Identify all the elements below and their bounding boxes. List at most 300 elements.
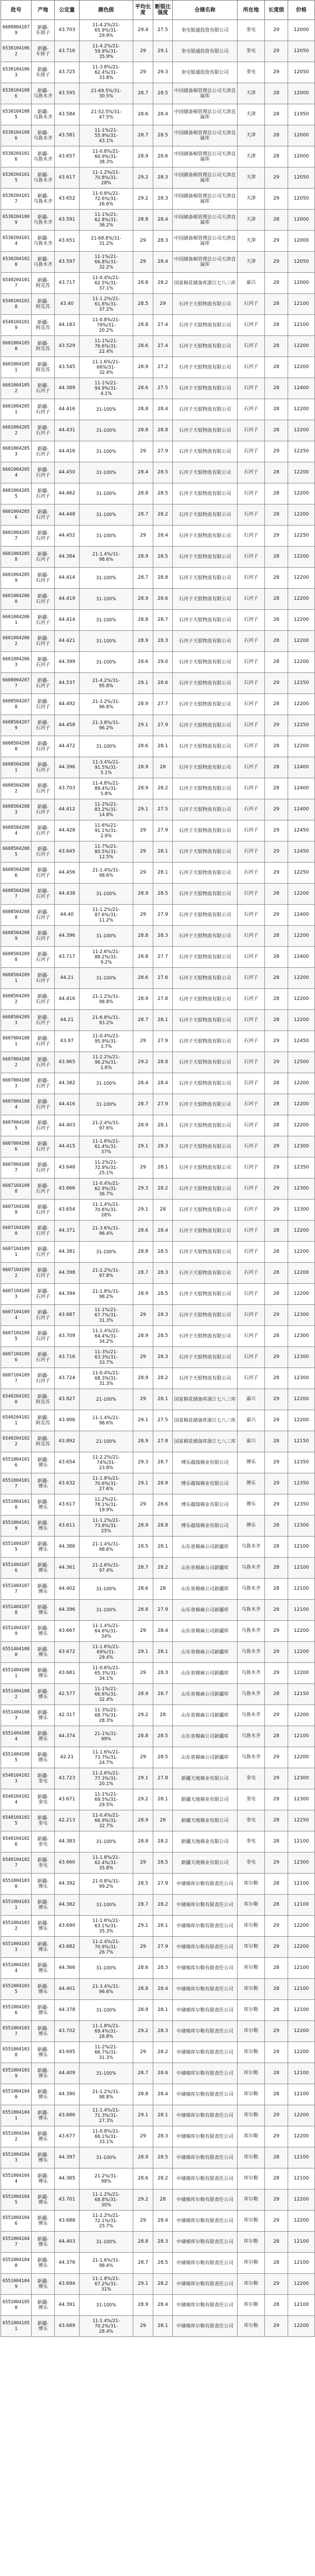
warehouse-cell: 山东省棉麻公司新疆库	[173, 1642, 238, 1663]
conditioned-weight-cell: 44.384	[55, 547, 80, 568]
table-row[interactable]	[1, 989, 315, 1010]
strength-cell: 28.5	[153, 483, 173, 504]
color-grade-cell: 31-100%	[80, 462, 133, 483]
length-grade-cell: 28	[265, 631, 288, 652]
lot-number-cell: 66080042077	[1, 673, 32, 694]
warehouse-cell: 石河子天银物流有限公司	[173, 757, 238, 778]
table-row[interactable]	[1, 125, 315, 146]
table-row[interactable]	[1, 526, 315, 547]
table-row[interactable]	[1, 1136, 315, 1157]
origin-cell: 新疆- 博乐	[32, 1642, 55, 1663]
lot-number-cell: 66085042082	[1, 778, 32, 799]
strength-cell: 28.3	[153, 1663, 173, 1684]
origin-cell: 新疆- 石河子	[32, 1094, 55, 1115]
table-row[interactable]	[1, 1284, 315, 1305]
col-header-strength[interactable]: 断裂比强度	[153, 1, 173, 20]
table-row[interactable]	[1, 1600, 315, 1621]
lot-number-cell: 66010042062	[1, 631, 32, 652]
origin-cell: 新疆- 乌鲁木齐	[32, 189, 55, 210]
table-row[interactable]	[1, 1726, 315, 1747]
table-row[interactable]	[1, 2105, 315, 2126]
location-cell: 石河子	[238, 947, 265, 968]
table-row[interactable]	[1, 2021, 315, 2042]
lot-number-cell: 65510041041	[1, 2105, 32, 2126]
table-row[interactable]	[1, 631, 315, 652]
table-row[interactable]	[1, 1368, 315, 1389]
table-row[interactable]	[1, 1410, 315, 1431]
table-row[interactable]	[1, 589, 315, 610]
table-row[interactable]	[1, 210, 315, 231]
table-row[interactable]	[1, 104, 315, 125]
avg-length-cell: 29.2	[133, 1052, 153, 1073]
warehouse-cell: 中国储备棉管理总公司天津直属库	[173, 231, 238, 252]
table-row[interactable]	[1, 294, 315, 315]
lot-number-cell: 66070041087	[1, 1157, 32, 1178]
strength-cell: 27.9	[153, 1031, 173, 1052]
origin-cell: 新疆- 博乐	[32, 1747, 55, 1768]
location-cell: 石河子	[238, 1094, 265, 1115]
location-cell: 嘉兴	[238, 273, 265, 294]
price-cell: 12300	[288, 1789, 315, 1810]
location-cell: 石河子	[238, 1200, 265, 1221]
table-row[interactable]	[1, 483, 315, 504]
table-row[interactable]	[1, 83, 315, 104]
origin-cell: 新疆- 博乐	[32, 1937, 55, 1958]
price-cell: 12200	[288, 483, 315, 504]
price-cell: 12200	[288, 926, 315, 947]
table-row[interactable]	[1, 652, 315, 673]
conditioned-weight-cell: 44.419	[55, 589, 80, 610]
table-row[interactable]	[1, 1916, 315, 1937]
table-row[interactable]	[1, 799, 315, 820]
length-grade-cell: 29	[265, 1747, 288, 1768]
col-header-warehouse[interactable]: 仓储名称	[173, 1, 238, 20]
conditioned-weight-cell: 43.677	[55, 2126, 80, 2147]
warehouse-cell: 石河子天银物流有限公司	[173, 1010, 238, 1031]
strength-cell: 28.8	[153, 420, 173, 441]
table-row[interactable]	[1, 41, 315, 62]
origin-cell: 新疆- 博乐	[32, 1494, 55, 1515]
warehouse-cell: 中储棉库尔勒有限责任公司	[173, 2316, 238, 2337]
table-row[interactable]	[1, 863, 315, 884]
color-grade-cell: 31-100%	[80, 926, 133, 947]
table-row[interactable]	[1, 1242, 315, 1263]
length-grade-cell: 29	[265, 863, 288, 884]
length-grade-cell: 28	[265, 504, 288, 526]
table-row[interactable]	[1, 1789, 315, 1810]
origin-cell: 新疆- 博乐	[32, 2295, 55, 2316]
conditioned-weight-cell: 43.654	[55, 1200, 80, 1221]
table-row[interactable]	[1, 20, 315, 41]
table-row[interactable]	[1, 1178, 315, 1200]
location-cell: 石河子	[238, 1178, 265, 1200]
table-row[interactable]	[1, 1684, 315, 1705]
strength-cell: 27.9	[153, 905, 173, 926]
price-cell: 12100	[288, 1831, 315, 1852]
avg-length-cell: 28.8	[133, 2232, 153, 2253]
table-row[interactable]	[1, 2316, 315, 2337]
table-row[interactable]	[1, 2253, 315, 2274]
table-row[interactable]	[1, 1305, 315, 1326]
lot-number-cell: 66010042055	[1, 483, 32, 504]
avg-length-cell: 28.8	[133, 315, 153, 336]
table-row[interactable]	[1, 1263, 315, 1284]
table-row[interactable]	[1, 547, 315, 568]
table-row[interactable]	[1, 2000, 315, 2021]
lot-number-cell: 66085042088	[1, 905, 32, 926]
table-row[interactable]	[1, 2147, 315, 2168]
table-row[interactable]	[1, 694, 315, 715]
length-grade-cell: 29	[265, 2316, 288, 2337]
price-cell: 12250	[288, 526, 315, 547]
avg-length-cell: 28.8	[133, 926, 153, 947]
lot-number-cell: 65510041044	[1, 2168, 32, 2189]
origin-cell: 新疆- 博乐	[32, 1684, 55, 1705]
length-grade-cell: 28	[265, 125, 288, 146]
table-row[interactable]	[1, 1979, 315, 2000]
lot-number-cell: 66085042085	[1, 841, 32, 863]
strength-cell: 28.6	[153, 673, 173, 694]
price-cell: 12050	[288, 62, 315, 83]
length-grade-cell: 28	[265, 336, 288, 357]
origin-cell: 新疆- 石河子	[32, 778, 55, 799]
table-row[interactable]	[1, 1621, 315, 1642]
color-grade-cell: 11-1.2%/21- 87.6%/31- 11.2%	[80, 905, 133, 926]
table-row[interactable]	[1, 231, 315, 252]
length-grade-cell: 28	[265, 547, 288, 568]
table-row[interactable]	[1, 1768, 315, 1789]
color-grade-cell: 11-0.8%/21- 60.9%/31- 38.3%	[80, 146, 133, 167]
warehouse-cell: 石河子天银物流有限公司	[173, 1031, 238, 1052]
table-row[interactable]	[1, 968, 315, 989]
location-cell: 石河子	[238, 757, 265, 778]
table-row[interactable]	[1, 2084, 315, 2105]
length-grade-cell: 29	[265, 1852, 288, 1874]
origin-cell: 新疆- 石河子	[32, 610, 55, 631]
conditioned-weight-cell: 43.581	[55, 125, 80, 146]
lot-number-cell: 65510041040	[1, 2084, 32, 2105]
length-grade-cell: 28	[265, 2147, 288, 2168]
table-row[interactable]	[1, 757, 315, 778]
price-cell: 12450	[288, 841, 315, 863]
conditioned-weight-cell: 43.892	[55, 1431, 80, 1452]
table-row[interactable]	[1, 1663, 315, 1684]
table-row[interactable]	[1, 504, 315, 526]
length-grade-cell: 29	[265, 2189, 288, 2211]
table-row[interactable]	[1, 1473, 315, 1494]
table-row[interactable]	[1, 2168, 315, 2189]
col-header-price[interactable]: 价格	[288, 1, 315, 20]
lot-number-cell: 66071041092	[1, 1263, 32, 1284]
strength-cell: 28.3	[153, 2232, 173, 2253]
table-row[interactable]	[1, 841, 315, 863]
table-row[interactable]	[1, 1389, 315, 1410]
location-cell: 乌鲁木齐	[238, 1747, 265, 1768]
length-grade-cell: 28	[265, 2232, 288, 2253]
table-row[interactable]	[1, 1895, 315, 1916]
length-grade-cell: 28	[265, 420, 288, 441]
location-cell: 乌鲁木齐	[238, 1642, 265, 1663]
warehouse-cell: 奎屯银通投资有限公司	[173, 20, 238, 41]
table-row[interactable]	[1, 1874, 315, 1895]
table-row[interactable]	[1, 1326, 315, 1347]
origin-cell: 新疆- 博乐	[32, 2253, 55, 2274]
table-row[interactable]	[1, 1052, 315, 1073]
lot-number-cell: 65510041034	[1, 1958, 32, 1979]
table-row[interactable]	[1, 462, 315, 483]
table-row[interactable]	[1, 1747, 315, 1768]
lot-number-cell: 65401041019	[1, 315, 32, 336]
location-cell: 库尔勒	[238, 2274, 265, 2295]
avg-length-cell: 28.7	[133, 83, 153, 104]
avg-length-cell: 28.8	[133, 1831, 153, 1852]
price-cell: 12100	[288, 2295, 315, 2316]
avg-length-cell: 29.1	[133, 1200, 153, 1221]
avg-length-cell: 28.7	[133, 504, 153, 526]
lot-number-cell: 66010042058	[1, 547, 32, 568]
col-header-location[interactable]: 所在地	[238, 1, 265, 20]
table-row[interactable]	[1, 926, 315, 947]
table-row[interactable]	[1, 167, 315, 189]
avg-length-cell: 28.9	[133, 2295, 153, 2316]
table-row[interactable]	[1, 947, 315, 968]
table-row[interactable]	[1, 1031, 315, 1052]
location-cell: 石河子	[238, 315, 265, 336]
lot-number-cell: 65514041085	[1, 1747, 32, 1768]
color-grade-cell: 31-100%	[80, 2147, 133, 2168]
strength-cell: 28.5	[153, 547, 173, 568]
table-row[interactable]	[1, 399, 315, 420]
avg-length-cell: 29	[133, 863, 153, 884]
origin-cell: 新疆- 石河子	[32, 1347, 55, 1368]
table-row[interactable]	[1, 568, 315, 589]
lot-number-cell: 65301041086	[1, 125, 32, 146]
table-row[interactable]	[1, 146, 315, 167]
table-row[interactable]	[1, 315, 315, 336]
origin-cell: 新疆- 阿克苏	[32, 357, 55, 378]
length-grade-cell: 28	[265, 83, 288, 104]
location-cell: 库尔勒	[238, 2042, 265, 2063]
conditioned-weight-cell: 43.702	[55, 2021, 80, 2042]
location-cell: 奎屯	[238, 1768, 265, 1789]
color-grade-cell: 11-1.4%/21- 71.3%/31- 27.3%	[80, 2105, 133, 2126]
table-row[interactable]	[1, 1852, 315, 1874]
warehouse-cell: 山东省棉麻公司新疆库	[173, 1663, 238, 1684]
strength-cell: 27.5	[153, 20, 173, 41]
strength-cell: 27.9	[153, 820, 173, 841]
location-cell: 石河子	[238, 715, 265, 736]
table-row[interactable]	[1, 1010, 315, 1031]
table-row[interactable]	[1, 2232, 315, 2253]
length-grade-cell: 28	[265, 947, 288, 968]
lot-number-cell: 66070041083	[1, 1073, 32, 1094]
location-cell: 石河子	[238, 1031, 265, 1052]
table-row[interactable]	[1, 1642, 315, 1663]
table-row[interactable]	[1, 1157, 315, 1178]
table-row[interactable]	[1, 1115, 315, 1136]
table-row[interactable]	[1, 189, 315, 210]
table-row[interactable]	[1, 1431, 315, 1452]
col-header-conditioned-weight[interactable]: 公定量	[55, 1, 80, 20]
table-row[interactable]	[1, 1705, 315, 1726]
table-row[interactable]	[1, 1537, 315, 1558]
avg-length-cell: 29	[133, 1389, 153, 1410]
price-cell: 12200	[288, 610, 315, 631]
length-grade-cell: 29	[265, 1389, 288, 1410]
conditioned-weight-cell: 44.378	[55, 2000, 80, 2021]
conditioned-weight-cell: 44.183	[55, 315, 80, 336]
price-cell: 12500	[288, 1052, 315, 1073]
table-row[interactable]	[1, 1452, 315, 1473]
avg-length-cell: 29	[133, 1031, 153, 1052]
table-row[interactable]	[1, 736, 315, 757]
strength-cell: 28.2	[153, 2168, 173, 2189]
conditioned-weight-cell: 43.651	[55, 231, 80, 252]
conditioned-weight-cell: 43.40	[55, 294, 80, 315]
location-cell: 库尔勒	[238, 1916, 265, 1937]
avg-length-cell: 28.6	[133, 1579, 153, 1600]
length-grade-cell: 28	[265, 1958, 288, 1979]
color-grade-cell: 21-69.5%/31- 30.5%	[80, 83, 133, 104]
col-header-origin[interactable]: 产地	[32, 1, 55, 20]
table-row[interactable]	[1, 2063, 315, 2084]
price-cell: 12150	[288, 1684, 315, 1705]
table-row[interactable]	[1, 1200, 315, 1221]
length-grade-cell: 29	[265, 1347, 288, 1368]
table-row[interactable]	[1, 1494, 315, 1515]
lot-number-cell: 65302041015	[1, 167, 32, 189]
table-row[interactable]	[1, 673, 315, 694]
table-row[interactable]	[1, 2295, 315, 2316]
price-cell: 12200	[288, 884, 315, 905]
table-row[interactable]	[1, 884, 315, 905]
color-grade-cell: 31-100%	[80, 652, 133, 673]
origin-cell: 新疆- 博乐	[32, 2168, 55, 2189]
color-grade-cell: 11-1.8%/21- 62.4%/31- 35.8%	[80, 1852, 133, 1874]
lot-number-cell: 65510041051	[1, 2316, 32, 2337]
lot-number-cell: 66071041097	[1, 1368, 32, 1389]
length-grade-cell: 28	[265, 1515, 288, 1537]
table-row[interactable]	[1, 62, 315, 83]
table-row[interactable]	[1, 357, 315, 378]
warehouse-cell: 博乐蕴瑞棉业有限公司	[173, 1473, 238, 1494]
conditioned-weight-cell: 44.383	[55, 1831, 80, 1852]
color-grade-cell: 31-100%	[80, 589, 133, 610]
cotton-listing-table	[1, 0, 315, 2337]
conditioned-weight-cell: 43.667	[55, 1621, 80, 1642]
table-row[interactable]	[1, 336, 315, 357]
length-grade-cell: 28	[265, 1221, 288, 1242]
table-row[interactable]	[1, 1221, 315, 1242]
avg-length-cell: 29	[133, 526, 153, 547]
table-row[interactable]	[1, 1937, 315, 1958]
table-row[interactable]	[1, 378, 315, 399]
location-cell: 嘉兴	[238, 1389, 265, 1410]
length-grade-cell: 28	[265, 1831, 288, 1852]
conditioned-weight-cell: 43.716	[55, 41, 80, 62]
table-row[interactable]	[1, 441, 315, 462]
table-row[interactable]	[1, 420, 315, 441]
color-grade-cell: 11-2.2%/21- 72.1%/31- 25.7%	[80, 2211, 133, 2232]
table-row[interactable]	[1, 2126, 315, 2147]
price-cell: 12100	[288, 1958, 315, 1979]
table-row[interactable]	[1, 2274, 315, 2295]
price-cell: 12200	[288, 1094, 315, 1115]
color-grade-cell: 11-1%/21- 69.5%/31- 29.5%	[80, 1789, 133, 1810]
col-header-length-grade[interactable]: 长度级	[265, 1, 288, 20]
table-row[interactable]	[1, 1073, 315, 1094]
location-cell: 天津	[238, 252, 265, 273]
location-cell: 奎屯	[238, 1831, 265, 1852]
origin-cell: 新疆- 石河子	[32, 757, 55, 778]
lot-number-cell: 66010042053	[1, 441, 32, 462]
color-grade-cell: 11-2%/21- 66.7%/31- 31.3%	[80, 2042, 133, 2063]
price-cell: 12200	[288, 968, 315, 989]
warehouse-cell: 中储棉库尔勒有限责任公司	[173, 1958, 238, 1979]
color-grade-cell: 11-0.4%/21- 68.3%/31- 31.3%	[80, 1368, 133, 1389]
avg-length-cell: 29.4	[133, 20, 153, 41]
strength-cell: 28.1	[153, 1537, 173, 1558]
conditioned-weight-cell: 43.648	[55, 1157, 80, 1178]
table-row[interactable]	[1, 905, 315, 926]
warehouse-cell: 中储棉库尔勒有限责任公司	[173, 1874, 238, 1895]
table-header	[1, 1, 315, 20]
table-row[interactable]	[1, 252, 315, 273]
warehouse-cell: 新疆天地棉业有限公司	[173, 1831, 238, 1852]
table-row[interactable]	[1, 1094, 315, 1115]
table-row[interactable]	[1, 2042, 315, 2063]
price-cell: 12200	[288, 2021, 315, 2042]
color-grade-cell: 11-0.8%/21- 66.1%/31- 33.1%	[80, 2126, 133, 2147]
lot-number-cell: 66071041089	[1, 1200, 32, 1221]
table-row[interactable]	[1, 273, 315, 294]
table-row[interactable]	[1, 715, 315, 736]
lot-number-cell: 65510041039	[1, 2063, 32, 2084]
origin-cell: 新疆- 石河子	[32, 905, 55, 926]
table-row[interactable]	[1, 1558, 315, 1579]
table-row[interactable]	[1, 820, 315, 841]
table-row[interactable]	[1, 610, 315, 631]
warehouse-cell: 中储棉库尔勒有限责任公司	[173, 2147, 238, 2168]
table-row[interactable]	[1, 778, 315, 799]
table-row[interactable]	[1, 1579, 315, 1600]
table-row[interactable]	[1, 2189, 315, 2211]
length-grade-cell: 28	[265, 2253, 288, 2274]
table-row[interactable]	[1, 1515, 315, 1537]
strength-cell: 29.3	[153, 62, 173, 83]
table-row[interactable]	[1, 2211, 315, 2232]
origin-cell: 新疆- 阿克苏	[32, 315, 55, 336]
col-header-lot-number[interactable]: 批号	[1, 1, 32, 20]
location-cell: 石河子	[238, 483, 265, 504]
location-cell: 奎屯	[238, 20, 265, 41]
color-grade-cell: 31-100%	[80, 2000, 133, 2021]
origin-cell: 新疆- 石河子	[32, 483, 55, 504]
table-row[interactable]	[1, 1831, 315, 1852]
lot-number-cell: 66071041088	[1, 1178, 32, 1200]
avg-length-cell: 29	[133, 820, 153, 841]
col-header-color-grade[interactable]: 颜色级	[80, 1, 133, 20]
table-row[interactable]	[1, 1347, 315, 1368]
table-row[interactable]	[1, 1810, 315, 1831]
table-row[interactable]	[1, 1958, 315, 1979]
avg-length-cell: 29	[133, 1621, 153, 1642]
col-header-avg-length[interactable]: 平均长度	[133, 1, 153, 20]
color-grade-cell: 11-1%/21- 66.8%/31- 32.2%	[80, 252, 133, 273]
origin-cell: 新疆- 石河子	[32, 568, 55, 589]
warehouse-cell: 中储棉库尔勒有限责任公司	[173, 2084, 238, 2105]
location-cell: 博乐	[238, 1515, 265, 1537]
